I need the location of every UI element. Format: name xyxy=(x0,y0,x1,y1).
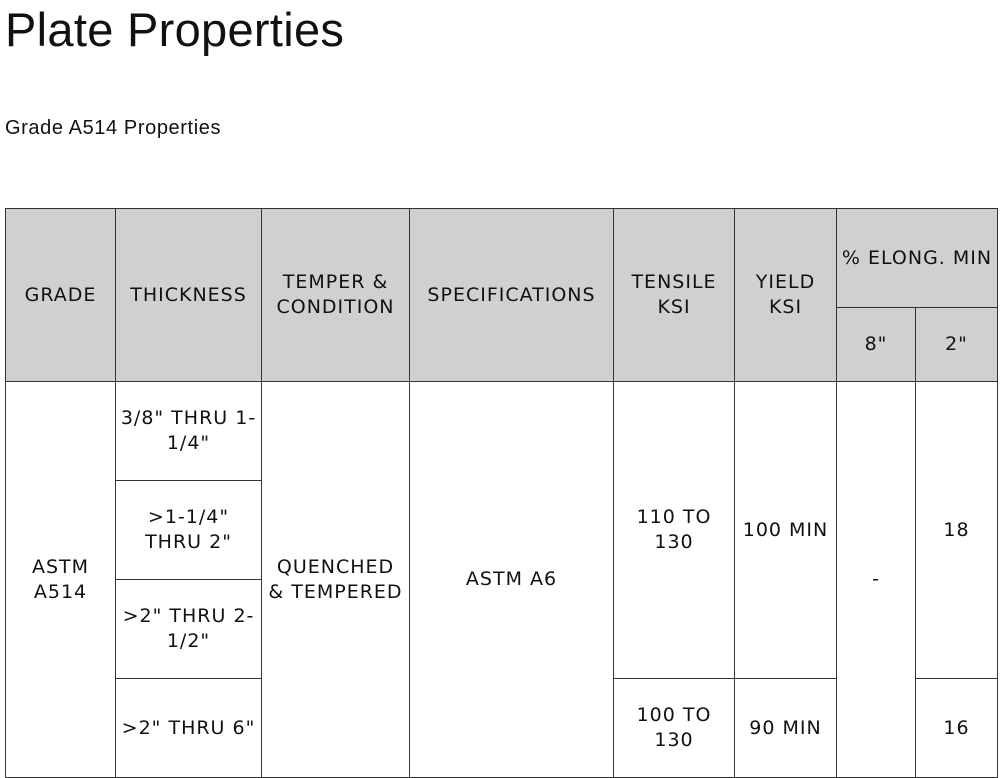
header-thickness: THICKNESS xyxy=(116,209,262,382)
table-header xyxy=(6,209,998,382)
table-body xyxy=(6,382,998,778)
cell-elong-2: 16 xyxy=(916,679,998,778)
page-title: Plate Properties xyxy=(5,3,345,56)
header-grade: GRADE xyxy=(6,209,116,382)
cell-thickness: >2" THRU 2-1/2" xyxy=(116,580,262,679)
cell-yield: 100 MIN xyxy=(735,382,837,679)
header-specifications: SPECIFICATIONS xyxy=(410,209,614,382)
cell-specifications: ASTM A6 xyxy=(410,382,614,778)
header-elong-8-inch: 8" xyxy=(837,308,916,382)
cell-yield: 90 MIN xyxy=(735,679,837,778)
header-tensile-ksi: TENSILE KSI xyxy=(614,209,735,382)
table-row xyxy=(6,382,998,481)
cell-grade: ASTM A514 xyxy=(6,382,116,778)
cell-tensile: 100 TO 130 xyxy=(614,679,735,778)
cell-thickness: >1-1/4" THRU 2" xyxy=(116,481,262,580)
page-subtitle: Grade A514 Properties xyxy=(5,117,222,139)
header-row xyxy=(6,209,998,308)
header-elong-2-inch: 2" xyxy=(916,308,998,382)
header-elongation-min: % ELONG. MIN xyxy=(837,209,998,308)
header-temper-condition: TEMPER & CONDITION xyxy=(262,209,410,382)
properties-table xyxy=(5,208,998,778)
cell-thickness: 3/8" THRU 1-1/4" xyxy=(116,382,262,481)
cell-thickness: >2" THRU 6" xyxy=(116,679,262,778)
cell-tensile: 110 TO 130 xyxy=(614,382,735,679)
cell-elong-8: - xyxy=(837,382,916,778)
cell-temper-condition: QUENCHED & TEMPERED xyxy=(262,382,410,778)
cell-elong-2: 18 xyxy=(916,382,998,679)
header-yield-ksi: YIELD KSI xyxy=(735,209,837,382)
